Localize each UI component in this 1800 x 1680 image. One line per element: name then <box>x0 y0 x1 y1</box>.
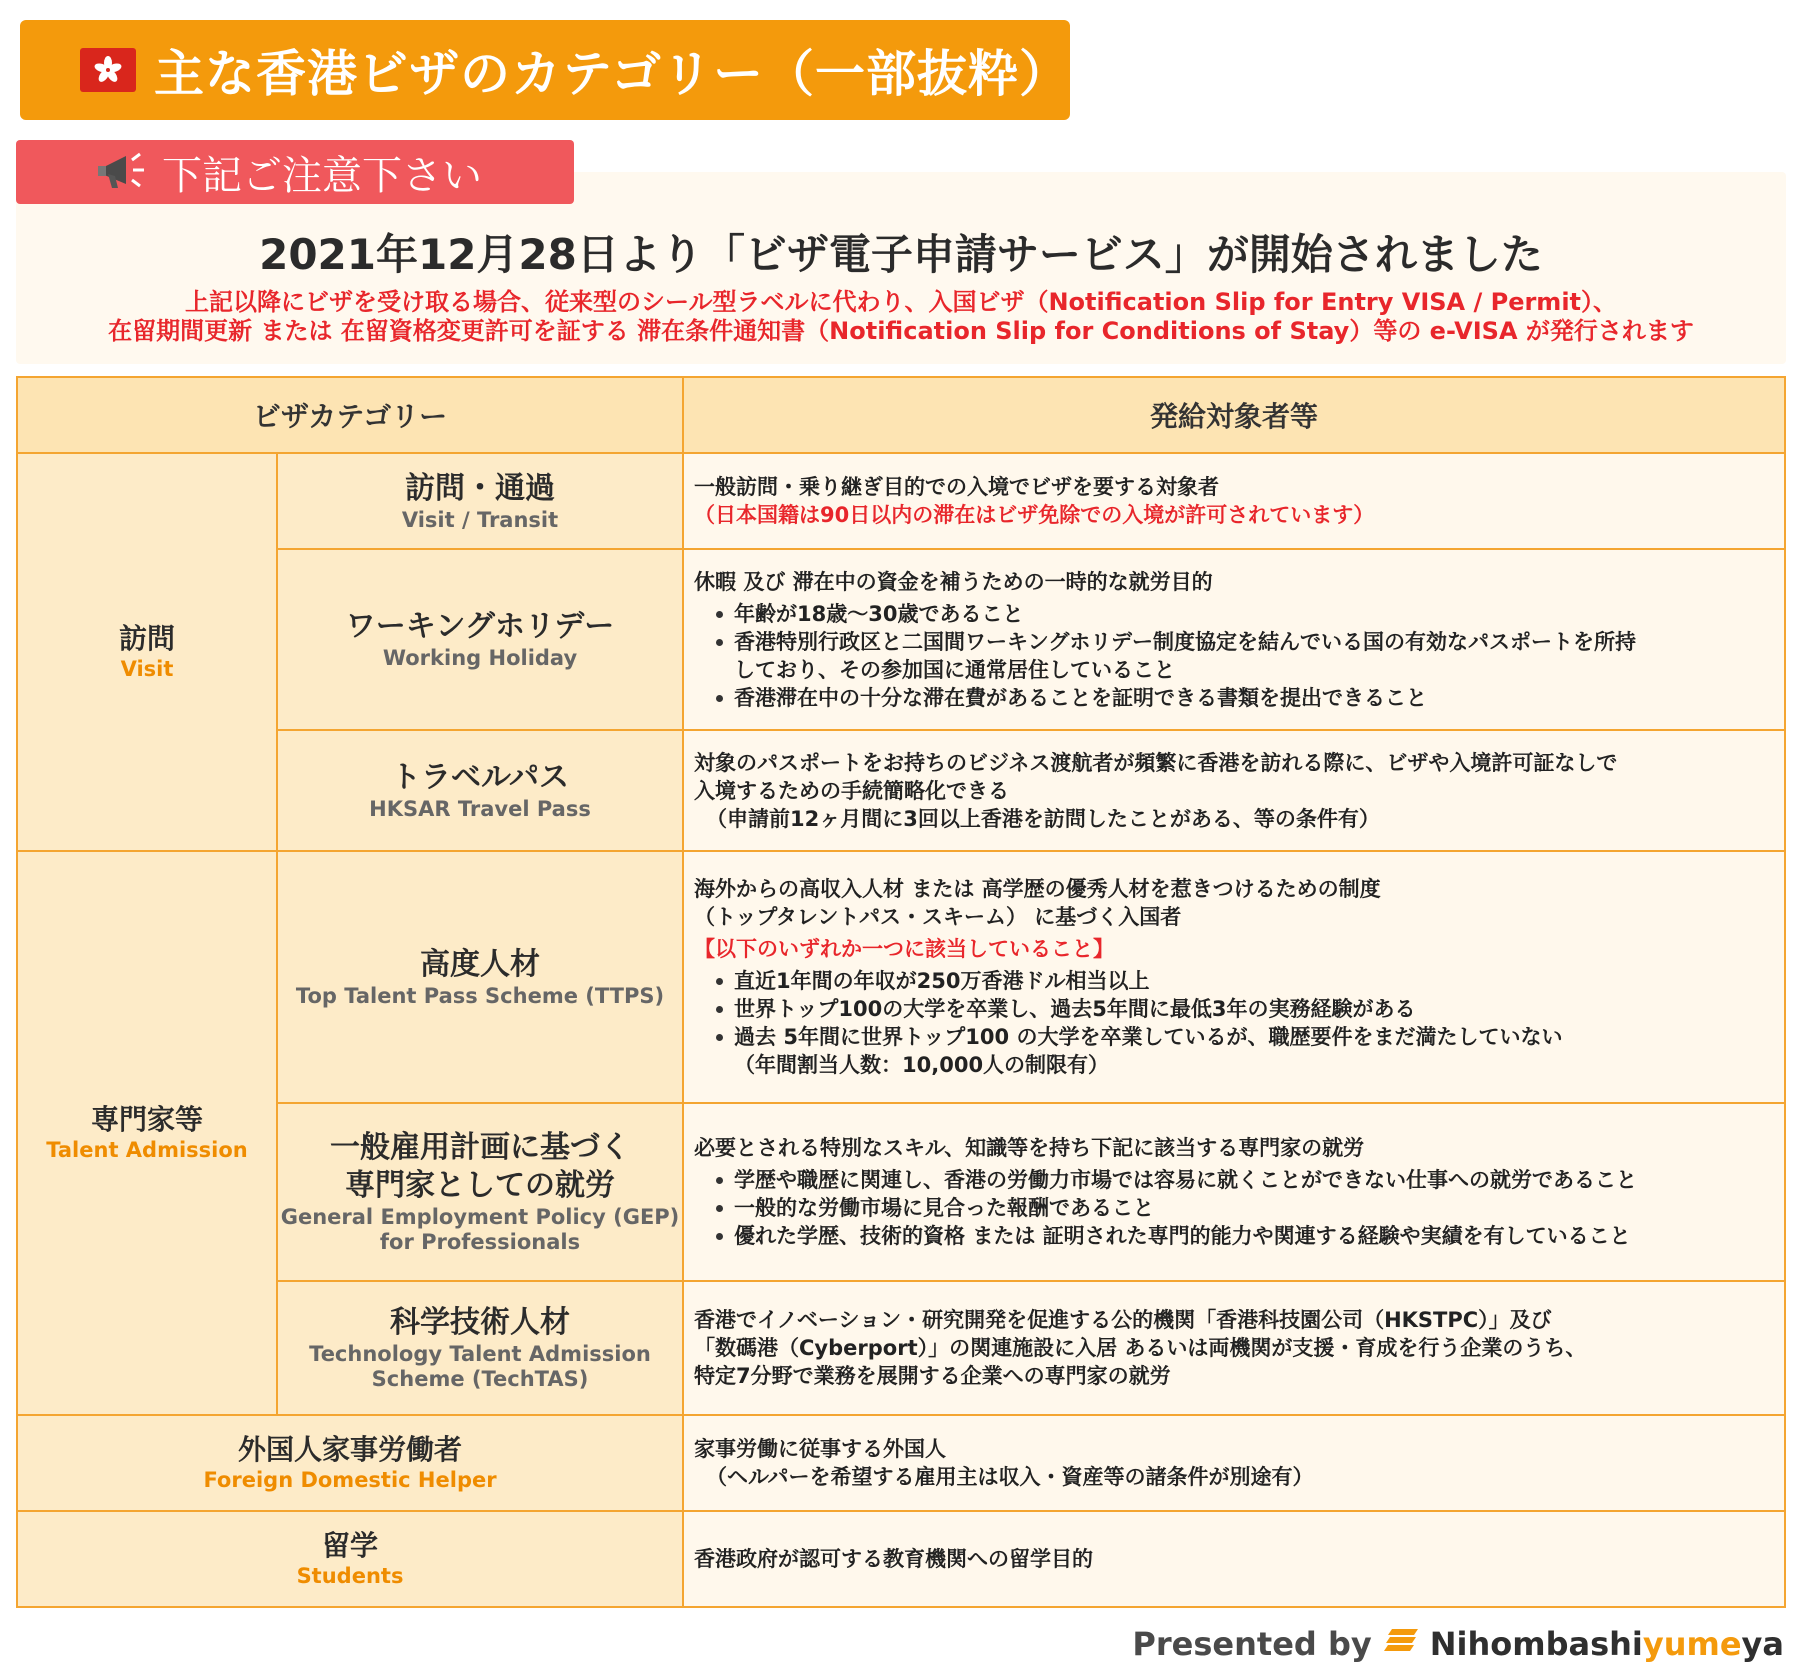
bullet-item: 直近1年間の年収が250万香港ドル相当以上 <box>714 967 1774 995</box>
description-text: 海外からの高収入人材 または 高学歴の優秀人材を惹きつけるための制度 <box>694 877 1381 901</box>
bullet-item: 世界トップ100の大学を卒業し、過去5年間に最低3年の実務経験がある <box>714 995 1774 1023</box>
category-label-en: Visit / Transit <box>401 507 559 532</box>
bullet-text-continued: しており、その参加国に通常居住していること <box>734 657 1176 682</box>
category-label-ja: トラベルパス <box>391 760 569 795</box>
brand-name-part1: Nihombashi <box>1429 1625 1643 1663</box>
description-text: 休暇 及び 滞在中の資金を補うための一時的な就労目的 <box>694 569 1213 594</box>
group-cell-visit <box>17 453 277 851</box>
bullet-item: 過去 5年間に世界トップ100 の大学を卒業しているが、職歴要件をまだ満たしていない <box>714 1023 1774 1051</box>
description-text: 入境するための手続簡略化できる <box>694 778 1010 803</box>
description-cell <box>683 1103 1785 1281</box>
description-cell <box>683 730 1785 851</box>
notice-headline: 2021年12月28日より「ビザ電子申請サービス」が開始されました <box>259 230 1543 279</box>
table-row <box>17 730 1785 851</box>
description-text: （トップタレントパス・スキーム） に基づく入国者 <box>694 905 1182 929</box>
category-label-en: Working Holiday <box>382 646 578 670</box>
description-note: （申請前12ヶ月間に3回以上香港を訪問したことがある、等の条件有） <box>706 806 1380 831</box>
notice-subtext-line1: 上記以降にビザを受け取る場合、従来型のシール型ラベルに代わり、入国ビザ（Notification Slip for Entry VISA / Permit）、 <box>184 288 1618 316</box>
description-text: 必要とされる特別なスキル、知識等を持ち下記に該当する専門家の就労 <box>694 1136 1365 1160</box>
category-label-en-line2: for Professionals <box>379 1230 581 1254</box>
bullet-text: 香港特別行政区と二国間ワーキングホリデー制度協定を結んでいる国の有効なパスポートを所持 <box>734 629 1636 654</box>
table-row <box>17 1103 1785 1281</box>
category-label-ja: 高度人材 <box>420 946 540 982</box>
table-row <box>17 851 1785 1103</box>
category-label-ja: 外国人家事労働者 <box>238 1433 463 1466</box>
description-text: 一般訪問・乗り継ぎ目的での入境でビザを要する対象者 <box>694 475 1220 499</box>
category-label-ja: 一般雇用計画に基づく <box>330 1130 630 1165</box>
description-text: 対象のパスポートをお持ちのビジネス渡航者が頻繁に香港を訪れる際に、ビザや入境許可証なしで <box>694 750 1618 775</box>
table-row <box>17 549 1785 730</box>
category-label-en: HKSAR Travel Pass <box>369 797 591 821</box>
category-label-en: General Employment Policy (GEP) <box>280 1205 680 1229</box>
group-label-ja: 専門家等 <box>90 1103 203 1136</box>
table-row <box>17 1415 1785 1511</box>
category-label-en: Technology Talent Admission <box>309 1342 651 1366</box>
notice-subtext-line2: 在留期間更新 または 在留資格変更許可を証する 滞在条件通知書（Notification Slip for Conditions of Stay）等の e-VISA が発行されます <box>108 317 1694 345</box>
notice-tab-label: 下記ご注意下さい <box>162 152 482 199</box>
category-label-en: Top Talent Pass Scheme (TTPS) <box>295 983 665 1008</box>
description-text: 特定7分野で業務を展開する企業への専門家の就労 <box>694 1364 1171 1388</box>
description-cell <box>683 453 1785 549</box>
table-header-row <box>17 377 1785 453</box>
bullet-item: 一般的な労働市場に見合った報酬であること <box>714 1194 1774 1222</box>
nihombashiyumeya-logo-icon <box>1384 1625 1420 1663</box>
visa-category-table <box>16 376 1786 1608</box>
condition-heading: 【以下のいずれか一つに該当していること】 <box>694 937 1115 961</box>
bullet-item: 優れた学歴、技術的資格 または 証明された専門的能力や関連する経験や実績を有していること <box>714 1222 1774 1250</box>
column-header-category: ビザカテゴリー <box>17 377 683 453</box>
description-text: 「数碼港（Cyberport）」の関連施設に入居 あるいは両機関が支援・育成を行う企業のうち、 <box>694 1336 1587 1360</box>
description-note: （日本国籍は90日以内の滞在はビザ免除での入境が許可されています） <box>694 503 1375 527</box>
description-cell <box>683 549 1785 730</box>
category-cell-working-holiday <box>277 549 683 730</box>
category-cell-students <box>17 1511 683 1607</box>
column-header-eligibility: 発給対象者等 <box>683 377 1785 453</box>
description-note: （ヘルパーを希望する雇用主は収入・資産等の諸条件が別途有） <box>706 1465 1314 1489</box>
group-label-en: Visit <box>120 657 174 681</box>
table-row <box>17 1281 1785 1415</box>
category-label-en-line2: Scheme (TechTAS) <box>371 1367 589 1391</box>
group-cell-talent <box>17 851 277 1415</box>
category-label-ja: 科学技術人材 <box>390 1305 570 1340</box>
title-banner <box>20 20 1070 120</box>
category-cell-ttps <box>277 851 683 1103</box>
description-cell <box>683 1415 1785 1511</box>
category-cell-travel-pass <box>277 730 683 851</box>
description-text: 香港政府が認可する教育機関への留学目的 <box>694 1547 1094 1571</box>
bullet-item <box>714 628 1774 684</box>
group-label-en: Talent Admission <box>46 1138 248 1162</box>
description-text: 香港でイノベーション・研究開発を促進する公的機関「香港科技園公司（HKSTPC）」及び <box>694 1308 1552 1332</box>
megaphone-icon <box>96 146 150 198</box>
notice-tab <box>16 140 574 204</box>
category-cell-techtas <box>277 1281 683 1415</box>
bullet-item: 学歴や職歴に関連し、香港の労働力市場では容易に就くことができない仕事への就労であること <box>714 1166 1774 1194</box>
bullet-item: 年齢が18歳〜30歳であること <box>714 600 1774 628</box>
category-label-ja-line2: 専門家としての就労 <box>345 1168 615 1203</box>
description-cell <box>683 851 1785 1103</box>
category-label-ja: 訪問・通過 <box>405 470 555 506</box>
presented-by-label: Presented by <box>1132 1625 1372 1663</box>
bullet-list <box>694 967 1774 1051</box>
category-label-ja: ワーキングホリデー <box>345 609 615 644</box>
page-title: 主な香港ビザのカテゴリー（一部抜粋） <box>154 45 1070 103</box>
category-cell-gep <box>277 1103 683 1281</box>
category-cell-visit-transit <box>277 453 683 549</box>
category-cell-fdh <box>17 1415 683 1511</box>
group-label-ja: 訪問 <box>118 622 175 655</box>
footer-credit <box>1132 1625 1784 1663</box>
brand-name-part2: yume <box>1642 1625 1742 1663</box>
bullet-list <box>694 1166 1774 1250</box>
category-label-en: Students <box>296 1564 404 1588</box>
bullet-item: 香港滞在中の十分な滞在費があることを証明できる書類を提出できること <box>714 684 1774 712</box>
description-cell <box>683 1281 1785 1415</box>
table-row <box>17 453 1785 549</box>
brand-name-part3: ya <box>1741 1625 1784 1663</box>
bullet-list <box>694 600 1774 712</box>
category-label-en: Foreign Domestic Helper <box>203 1468 497 1492</box>
description-text: 家事労働に従事する外国人 <box>694 1437 947 1461</box>
category-label-ja: 留学 <box>322 1529 379 1562</box>
description-note: （年間割当人数：10,000人の制限有） <box>734 1053 1110 1077</box>
table-row <box>17 1511 1785 1607</box>
hong-kong-flag-icon <box>80 48 136 92</box>
description-cell <box>683 1511 1785 1607</box>
